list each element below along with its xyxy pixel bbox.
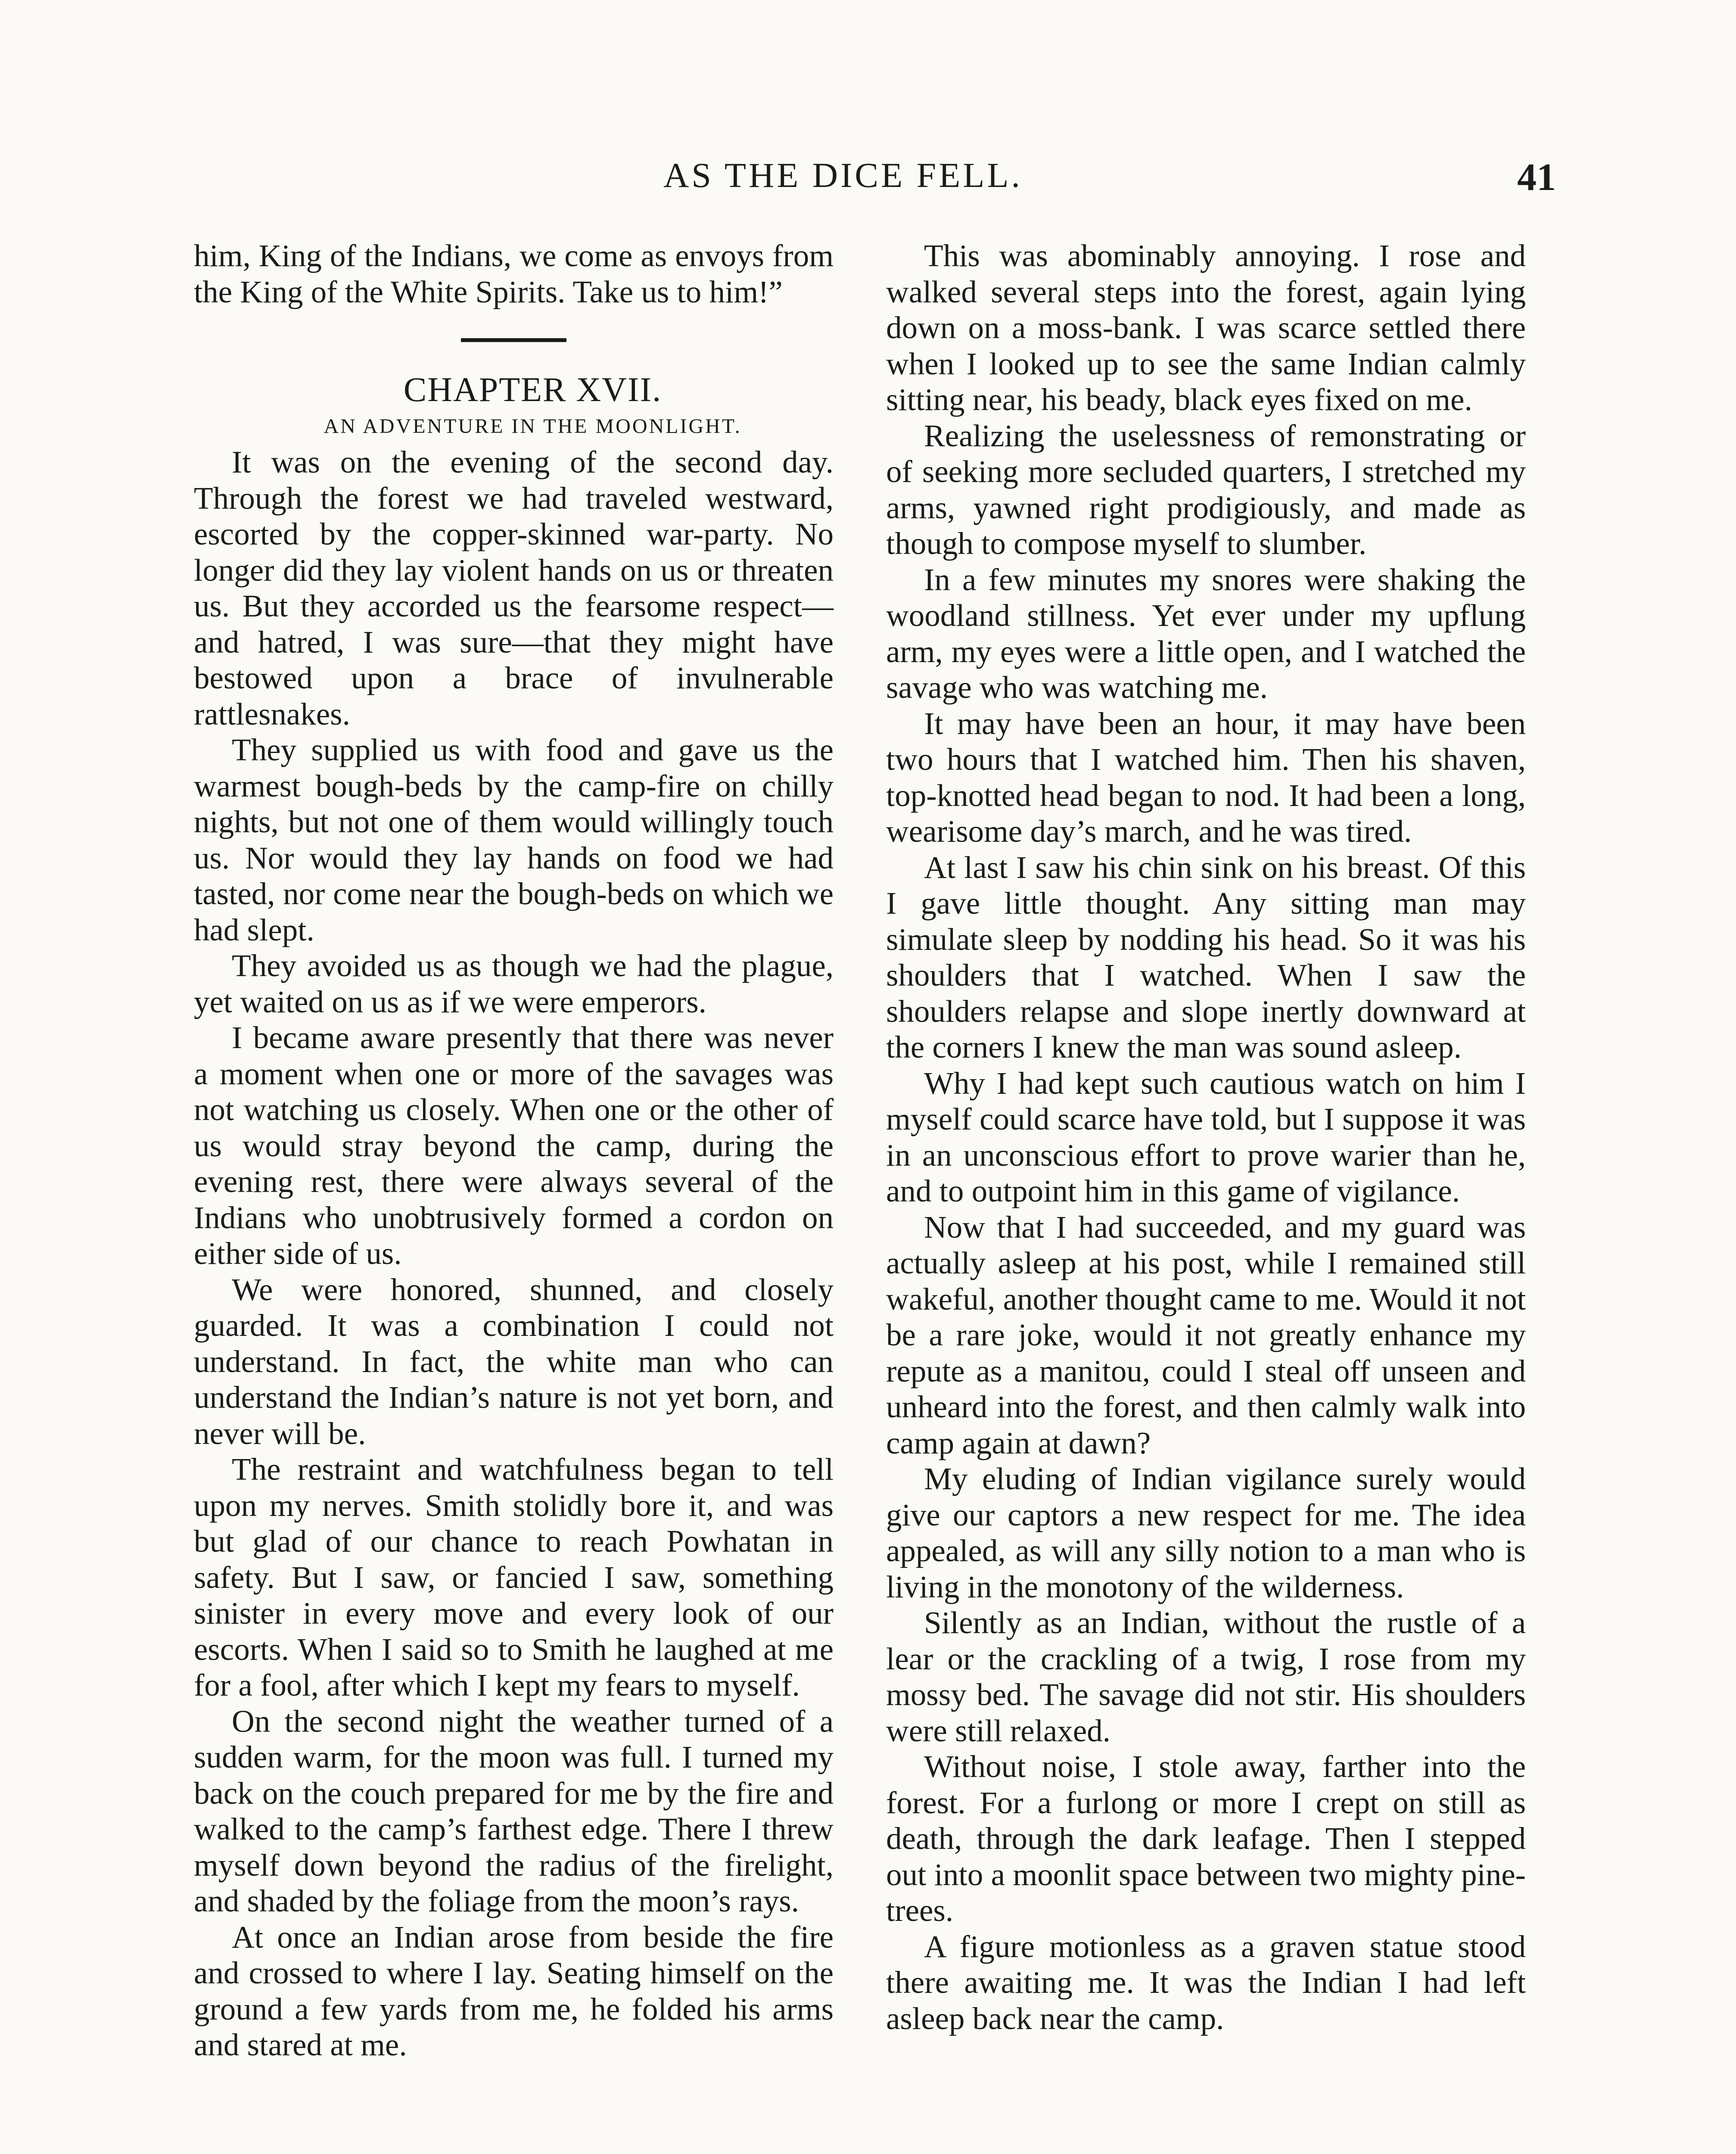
paragraph: A figure motionless as a graven statue stood there awaiting me. It was the Indian I had left asleep back near the camp.	[886, 1929, 1526, 2036]
continued-paragraph: him, King of the Indians, we come as envoys from the King of the White Spirits. Take us to him!”	[194, 238, 834, 309]
paragraph: It may have been an hour, it may have been two hours that I watched him. Then his shaven, top-knotted head began to nod. It had been a long, wearisome day’s march, and he was tired.	[886, 706, 1526, 849]
paragraph: Why I had kept such cautious watch on him I myself could scarce have told, but I suppose it was in an unconscious effort to prove warier than he, and to outpoint him in this game of vigilance.	[886, 1065, 1526, 1208]
paragraph: This was abominably annoying. I rose and walked several steps into the forest, again lying down on a moss-bank. I was scarce settled there when I looked up to see the same Indian calmly sitting near, his beady, black eyes fixed on me.	[886, 238, 1526, 417]
paragraph: Realizing the uselessness of remonstrating or of seeking more secluded quarters, I stretched my arms, yawned right prodigiously, and made as though to compose myself to slumber.	[886, 418, 1526, 561]
paragraph: At once an Indian arose from beside the fire and crossed to where I lay. Seating himself on the ground a few yards from me, he folded his arms and stared at me.	[194, 1919, 834, 2062]
paragraph: We were honored, shunned, and closely guarded. It was a combination I could not understand. In fact, the white man who can understand the Indian’s nature is not yet born, and never will be.	[194, 1272, 834, 1451]
paragraph: Now that I had succeeded, and my guard was actually asleep at his post, while I remained still wakeful, another thought came to me. Would it not be a rare joke, would it not greatly enhance my repute as a manitou, could I steal off unseen and unheard into the forest, and then calmly walk into camp again at dawn?	[886, 1209, 1526, 1460]
paragraph: They avoided us as though we had the plague, yet waited on us as if we were emperors.	[194, 948, 834, 1019]
paragraph: I became aware presently that there was never a moment when one or more of the savages was not watching us closely. When one or the other of us would stray beyond the camp, during the evening rest, there were always several of the Indians who unobtrusively formed a cordon on either side of us.	[194, 1020, 834, 1271]
paragraph: It was on the evening of the second day. Through the forest we had traveled westward, escorted by the copper-skinned war-party. No longer did they lay violent hands on us or threaten us. But they accorded us the fearsome respect—and hatred, I was sure—that they might have bestowed upon a brace of invulnerable rattlesnakes.	[194, 445, 834, 731]
paragraph: In a few minutes my snores were shaking the woodland stillness. Yet ever under my upflung arm, my eyes were a little open, and I watched the savage who was watching me.	[886, 562, 1526, 705]
paragraph: On the second night the weather turned of a sudden warm, for the moon was full. I turned my back on the couch prepared for me by the fire and walked to the camp’s farthest edge. There I threw myself down beyond the radius of the firelight, and shaded by the foliage from the moon’s rays.	[194, 1703, 834, 1918]
paragraph: Silently as an Indian, without the rustle of a lear or the crackling of a twig, I rose from my mossy bed. The savage did not stir. His shoulders were still relaxed.	[886, 1605, 1526, 1748]
page-number: 41	[1517, 156, 1556, 199]
chapter-title: CHAPTER XVII.	[403, 371, 662, 409]
paragraph: They supplied us with food and gave us the warmest bough-beds by the camp-fire on chilly nights, but not one of them would willingly touch us. Nor would they lay hands on food we had tasted, nor come near the bough-beds on which we had slept.	[194, 732, 834, 947]
paragraph: My eluding of Indian vigilance surely would give our captors a new respect for me. The idea appealed, as will any silly notion to a man who is living in the monotony of the wilderness.	[886, 1461, 1526, 1604]
chapter-subtitle: AN ADVENTURE IN THE MOONLIGHT.	[324, 414, 742, 438]
paragraph: The restraint and watchfulness began to tell upon my nerves. Smith stolidly bore it, and was but glad of our chance to reach Powhatan in safety. But I saw, or fancied I saw, something sinister in every move and every look of our escorts. When I said so to Smith he laughed at me for a fool, after which I kept my fears to myself.	[194, 1452, 834, 1703]
section-divider	[461, 338, 566, 342]
right-column	[886, 238, 1526, 2036]
paragraph: At last I saw his chin sink on his breast. Of this I gave little thought. Any sitting man may simulate sleep by nodding his head. So it was his shoulders that I watched. When I saw the shoulders relapse and slope inertly downward at the corners I knew the man was sound asleep.	[886, 850, 1526, 1065]
left-column	[194, 238, 834, 2063]
paragraph: Without noise, I stole away, farther into the forest. For a furlong or more I crept on still as death, through the dark leafage. Then I stepped out into a moonlit space between two mighty pine-trees.	[886, 1749, 1526, 1928]
running-header: AS THE DICE FELL.	[663, 156, 1023, 195]
